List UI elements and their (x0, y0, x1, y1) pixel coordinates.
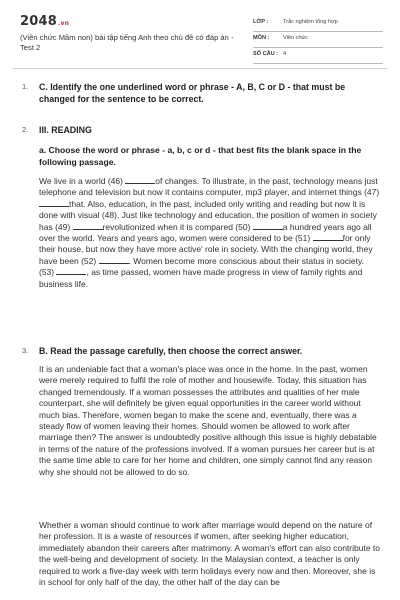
logo-main-text: 2048 (20, 14, 57, 29)
passage-paragraph-1: It is an undeniable fact that a woman's place was once in the home. In the past, women were merely required to fulfil the role of mother and housewife. Today, this situation has changed tremendously. If a woman possesses the attributes and qualities of her male counterpart, she will definitely be given equal opportunities in the career world without much bias. Therefore, women began to make the scene and, eventually, there was a steady flow of women leaving their homes. Should women be allowed to work after marriage then? The answer is undoubtedly positive although this issue is highly debatable in terms of the nature of the professions involved. If a woman pursues her career but is at the same time able to care for her home and children, one simply cannot find any reason why she should not be allowed to do so. (39, 364, 377, 477)
meta-info-table (253, 16, 383, 64)
logo-domain-text: .vn (57, 20, 70, 27)
question-title: III. READING (39, 125, 92, 135)
reading-passage (39, 176, 381, 290)
passage-text: of changes. To illustrate, in the past, technology means just telephone and television but now it contains computer, mp3 player, and internet things (47) (39, 176, 380, 198)
answer-blank-46 (125, 176, 155, 184)
header-divider (12, 68, 388, 69)
page-header (0, 0, 400, 64)
question-instruction: a. Choose the word or phrase - a, b, c or d - that best fits the blank space in the following passage. (39, 145, 362, 167)
passage-text: for only their house, but now they have more active' role in society. With the changing world, they have been (52) (39, 233, 373, 266)
question-title: B. Read the passage carefully, then choose the correct answer. (39, 346, 303, 356)
meta-value: 4 (283, 51, 287, 57)
answer-blank-49 (73, 222, 103, 230)
meta-value: Trắc nghiệm tổng hợp (283, 19, 338, 25)
question-number: 3. (22, 346, 29, 355)
meta-value: Viên chức (283, 35, 309, 41)
meta-label: LỚP : (253, 19, 269, 25)
question-title: C. Identify the one underlined word or phrase - A, B, C or D - that must be changed for the sentence to be correct. (39, 82, 346, 104)
passage-text: , as time passed, women have made progress in view of family rights and business life. (39, 267, 363, 289)
passage-text: . Women become more conscious about their status in society. (53) (39, 255, 364, 278)
meta-label: SỐ CÂU : (253, 51, 279, 57)
meta-label: MÔN : (253, 35, 270, 41)
answer-blank-52 (99, 256, 129, 264)
meta-row-class (253, 16, 383, 32)
answer-blank-51 (313, 233, 343, 241)
meta-row-subject (253, 32, 383, 48)
passage-text: a hundred years ago all over the world. Years and years ago, women were considered to be (51) (39, 221, 372, 244)
passage-text: revolutionized when it is compared (50) (102, 221, 253, 232)
answer-blank-53 (56, 267, 86, 275)
answer-blank-50 (253, 222, 283, 230)
site-logo[interactable] (20, 14, 69, 29)
passage-paragraph-2: Whether a woman should continue to work after marriage would depend on the nature of her profession. It is a waste of resources if women, after seeking higher education, immediately abandon their careers after matrimony. A woman's effort can also contribute to the well-being and development of society. In the Malaysian context, a teacher is only required to work a five-day week with term holidays every now and then. Moreover, she is in school for only half of the day, the other half of the day can be (39, 520, 381, 588)
meta-row-question-count (253, 48, 383, 64)
passage-text: that. Also, education, in the past, included only writing and reading but now it is done with visual (48). Just like technology and education, the position of women in society has (49) (39, 198, 377, 232)
passage-text: We live in a world (46) (39, 176, 126, 186)
question-number: 1. (22, 82, 29, 91)
answer-blank-47 (39, 199, 69, 207)
question-number: 2. (22, 125, 29, 134)
document-title: (Viên chức Mầm non) bài tập tiếng Anh theo chủ đề có đáp án - Test 2 (20, 33, 234, 52)
